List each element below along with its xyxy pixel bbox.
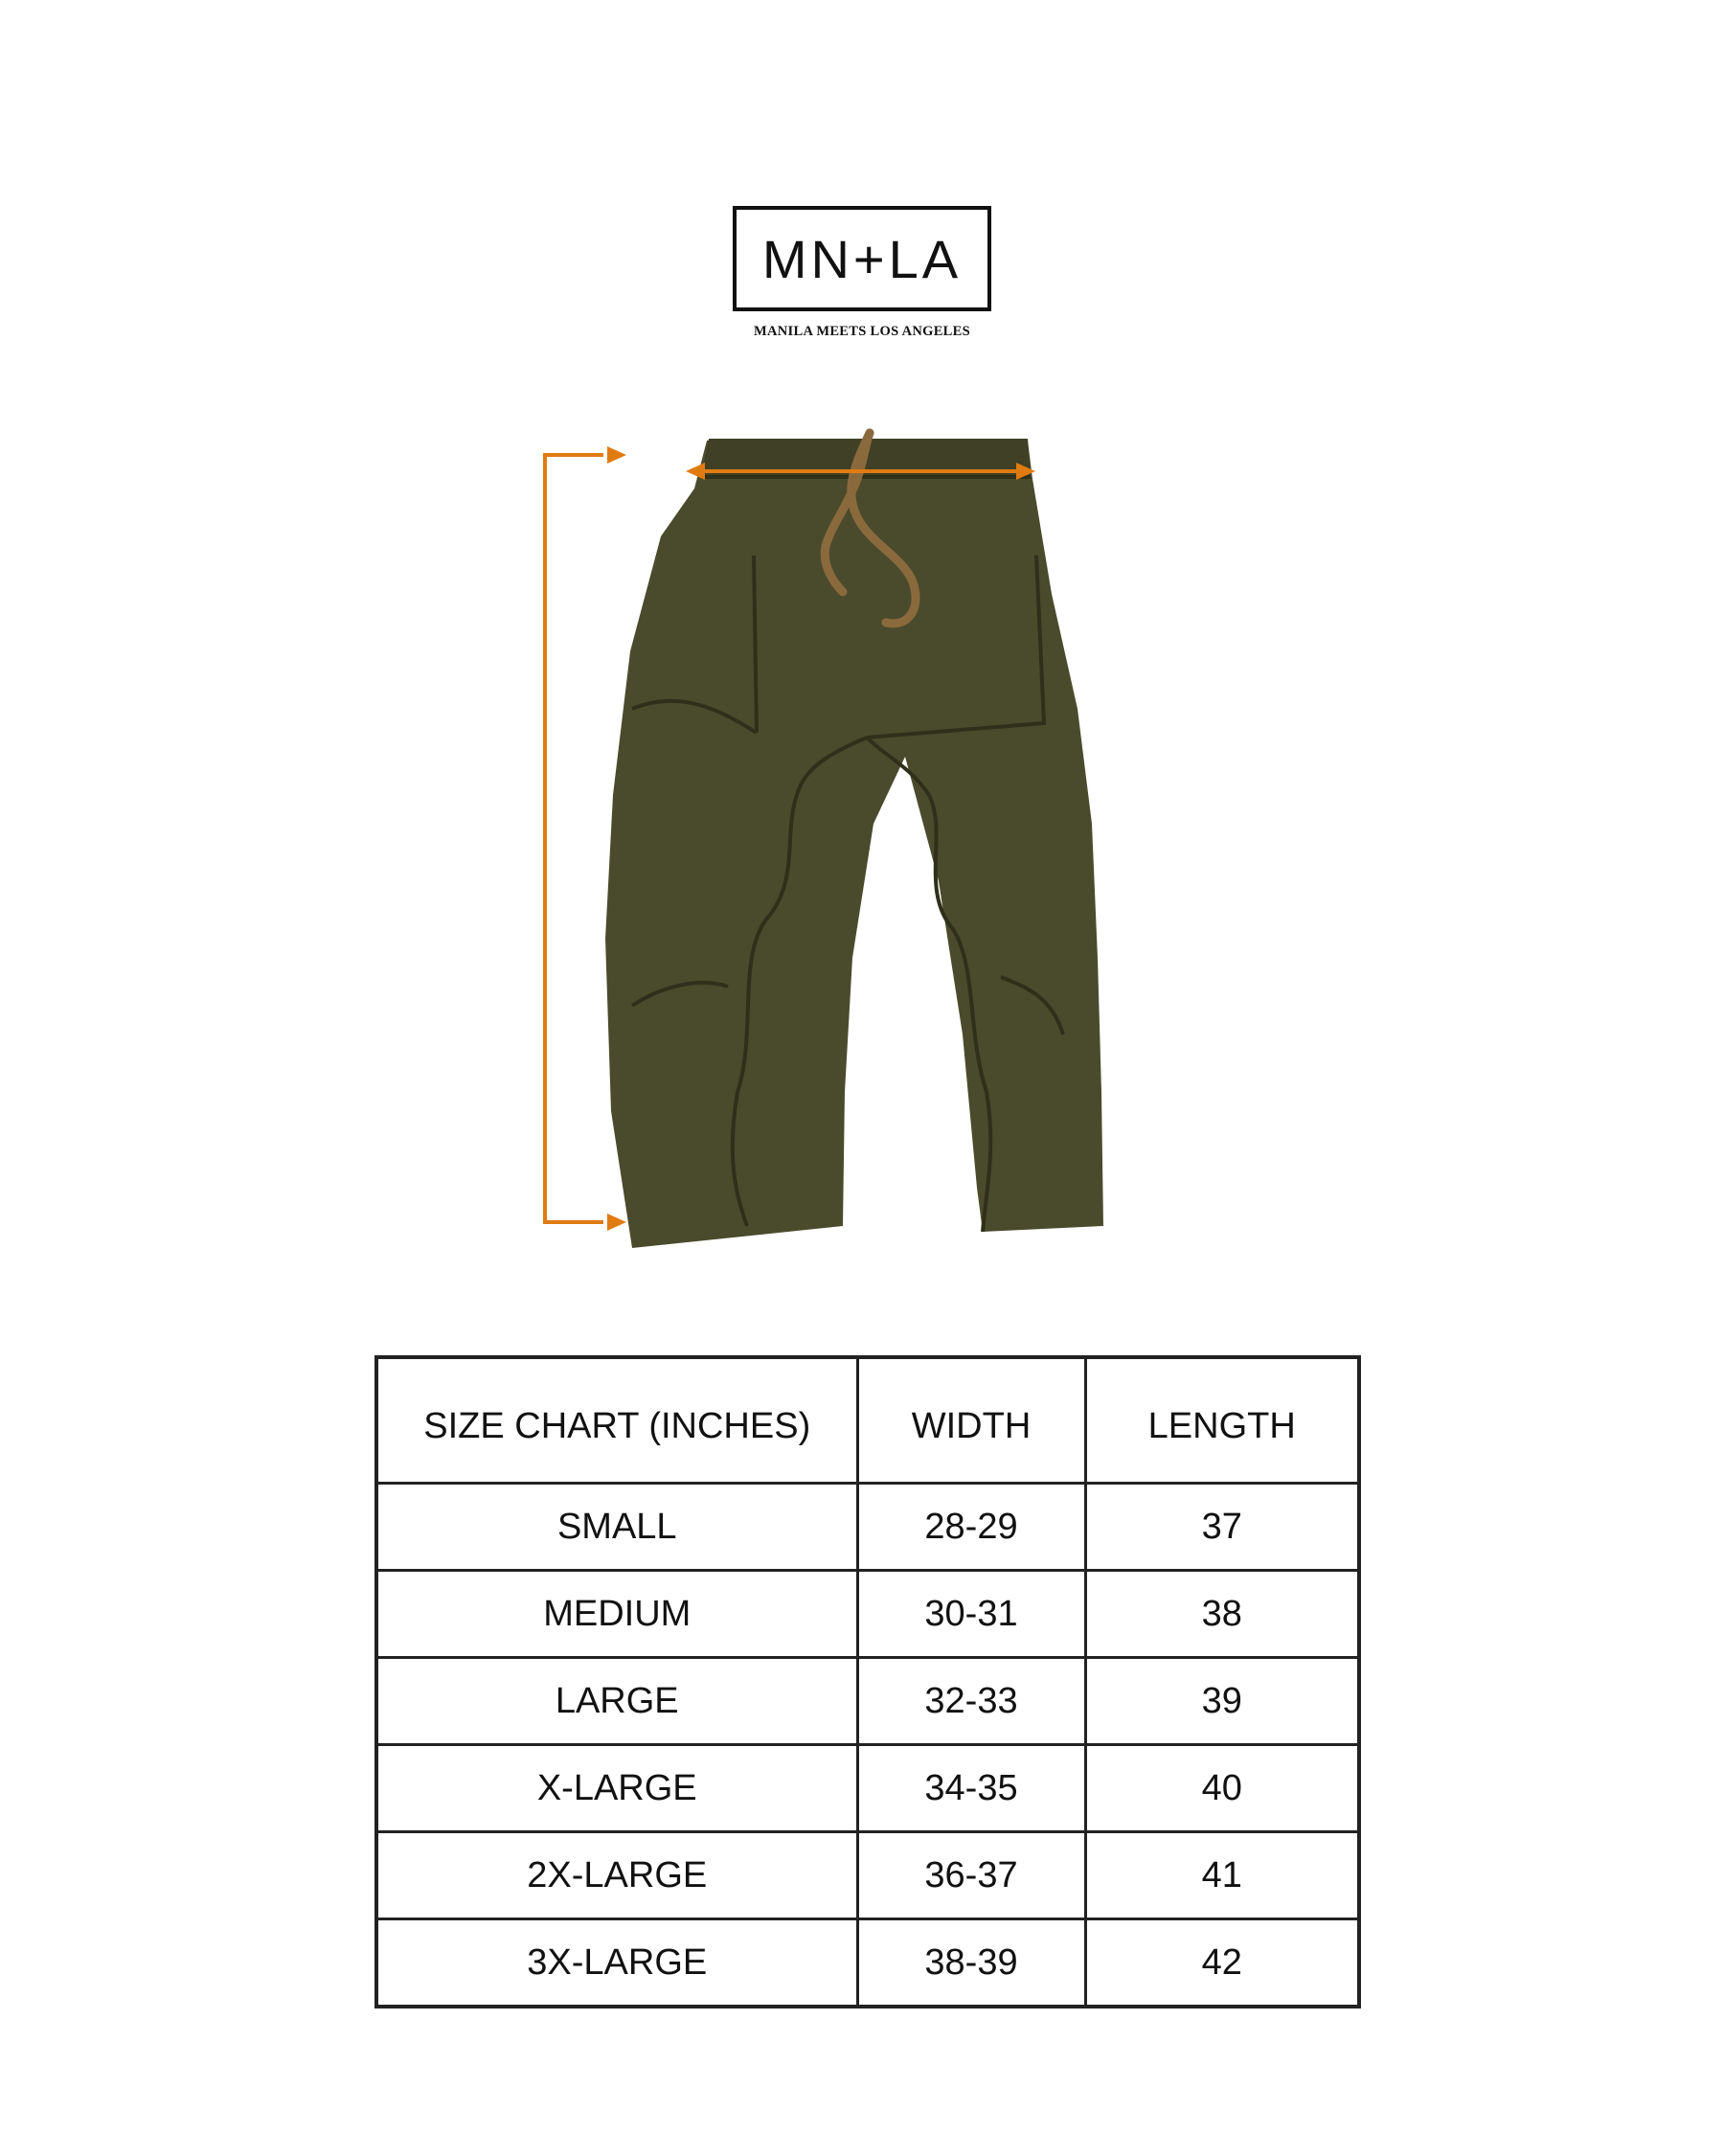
brand-tagline: MANILA MEETS LOS ANGELES <box>754 324 970 339</box>
table-row <box>376 1919 1359 2008</box>
length-cell: 37 <box>1085 1484 1359 1571</box>
length-arrow <box>545 455 603 1222</box>
table-row <box>376 1745 1359 1832</box>
table-row <box>376 1484 1359 1571</box>
width-cell: 36-37 <box>857 1832 1085 1919</box>
length-cell: 42 <box>1085 1919 1359 2008</box>
length-cell: 38 <box>1085 1571 1359 1658</box>
table-row <box>376 1658 1359 1745</box>
length-arrow-bottom-head <box>607 1214 626 1231</box>
brand-logo-text: MN+LA <box>761 228 963 289</box>
size-cell: MEDIUM <box>376 1571 857 1658</box>
width-cell: 38-39 <box>857 1919 1085 2008</box>
table-row <box>376 1832 1359 1919</box>
width-cell: 34-35 <box>857 1745 1085 1832</box>
table-row <box>376 1571 1359 1658</box>
size-cell: 2X-LARGE <box>376 1832 857 1919</box>
size-chart-header-width: WIDTH <box>857 1357 1085 1484</box>
size-cell: SMALL <box>376 1484 857 1571</box>
size-cell: X-LARGE <box>376 1745 857 1832</box>
size-chart-header-size: SIZE CHART (INCHES) <box>376 1357 857 1484</box>
length-cell: 40 <box>1085 1745 1359 1832</box>
size-chart-header-row <box>376 1357 1359 1484</box>
length-cell: 41 <box>1085 1832 1359 1919</box>
width-cell: 30-31 <box>857 1571 1085 1658</box>
size-chart-header-length: LENGTH <box>1085 1357 1359 1484</box>
size-cell: LARGE <box>376 1658 857 1745</box>
size-chart-table <box>374 1355 1361 2008</box>
olive-pants-icon <box>527 421 1197 1264</box>
length-cell: 39 <box>1085 1658 1359 1745</box>
width-cell: 28-29 <box>857 1484 1085 1571</box>
product-illustration <box>527 421 1197 1264</box>
size-cell: 3X-LARGE <box>376 1919 857 2008</box>
length-arrow-top-head <box>607 446 626 464</box>
width-cell: 32-33 <box>857 1658 1085 1745</box>
width-arrow-left-head <box>686 463 705 480</box>
pants-body <box>605 441 1103 1248</box>
brand-logo <box>733 206 991 311</box>
